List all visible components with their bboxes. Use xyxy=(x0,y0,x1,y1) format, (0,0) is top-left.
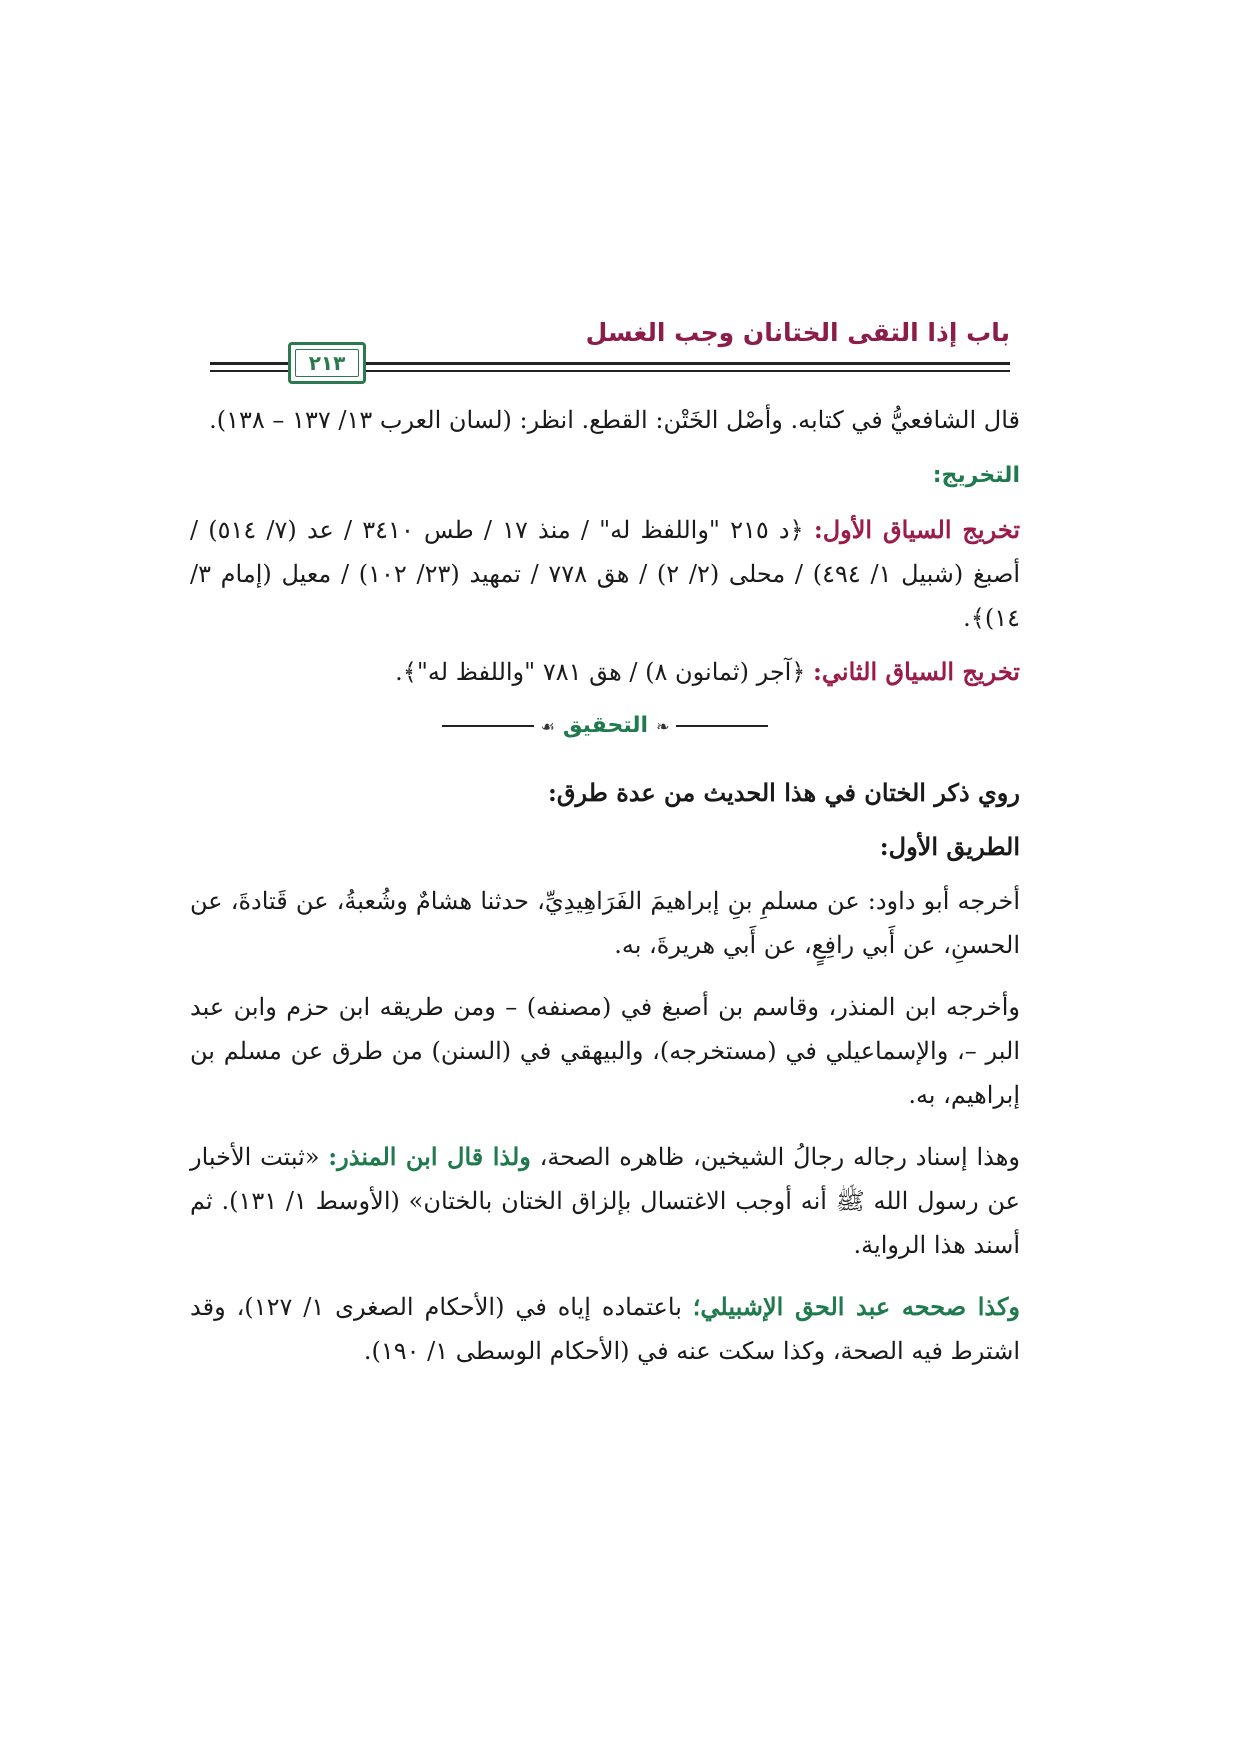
sayaq2-paragraph xyxy=(190,650,1020,694)
tahqiq-divider xyxy=(190,704,1020,749)
intro-heading: روي ذكر الختان في هذا الحديث من عدة طرق: xyxy=(548,778,1020,807)
divider-line xyxy=(676,725,768,727)
p4-highlight: ولذا قال ابن المنذر: xyxy=(328,1142,531,1171)
tahqiq-label: التحقيق xyxy=(562,713,649,738)
ornament-icon: ❧ xyxy=(656,717,670,736)
p5-highlight: وكذا صححه عبد الحق الإشبيلي؛ xyxy=(692,1292,1020,1321)
sayaq2-text: ﴿آجر (ثمانون ٨) / هق ٧٨١ "واللفظ له"﴾. xyxy=(395,658,806,686)
page-body xyxy=(190,398,1020,1391)
tariq1-label: الطريق الأول: xyxy=(879,832,1020,861)
page-header xyxy=(210,318,1010,378)
divider-line xyxy=(442,725,534,727)
chapter-title: باب إذا التقى الختانان وجب الغسل xyxy=(585,318,1010,347)
sayaq1-label: تخريج السياق الأول: xyxy=(813,515,1020,544)
sayaq1-text: ﴿د ٢١٥ "واللفظ له" / منذ ١٧ / طس ٣٤١٠ / عد (٧/ ٥١٤) / أصبغ (شبيل ١/ ٤٩٤) / محلى (٢/ ٢) / هق ٧٧٨ / تمهيد (٢٣/ ١٠٢) / معيل (إمام ٣/ ١٤)﴾. xyxy=(190,516,1021,632)
paragraph: أخرجه أبو داود: عن مسلمِ بنِ إبراهيمَ الفَرَاهِيدِيِّ، حدثنا هشامٌ وشُعبةُ، عن قَتادةَ، عن الحسنِ، عن أَبي رافِعٍ، عن أَبي هريرةَ، به. xyxy=(190,887,1020,959)
page-number-badge xyxy=(288,342,366,384)
takhrij-label: التخريج: xyxy=(932,463,1020,488)
ornament-icon: ☙ xyxy=(540,717,555,736)
p4-text: وهذا إسناد رجاله رجالُ الشيخين، ظاهره الصحة، xyxy=(539,1143,1020,1171)
sayaq2-label: تخريج السياق الثاني: xyxy=(813,657,1020,686)
paragraph: وأخرجه ابن المنذر، وقاسم بن أصبغ في (مصنفه) – ومن طريقه ابن حزم وابن عبد البر –، والإسماعيلي في (مستخرجه)، والبيهقي في (السنن) من طرق عن مسلم بن إبراهيم، به. xyxy=(190,993,1021,1109)
takhrij-heading xyxy=(190,452,1020,498)
p5-text: باعتماده إياه في (الأحكام الصغرى ١/ ١٢٧)، وقد اشترط فيه الصحة، وكذا سكت عنه في (الأحكام الوسطى ١/ ١٩٠). xyxy=(190,1293,1020,1365)
ishbili-paragraph xyxy=(190,1285,1020,1373)
ibn-mundhir-paragraph xyxy=(190,1135,1020,1267)
page-number: ٢١٣ xyxy=(308,351,346,375)
sayaq1-paragraph xyxy=(190,508,1020,640)
p4-quote: «ثبتت الأخبار عن رسول الله ﷺ أنه أوجب الاغتسال بإلزاق الختان بالختان» (الأوسط ١/ ١٣١). ثم أسند هذا الرواية. xyxy=(190,1143,1020,1259)
paragraph: قال الشافعيُّ في كتابه. وأصْل الخَتْن: القطع. انظر: (لسان العرب ١٣/ ١٣٧ – ١٣٨). xyxy=(209,406,1020,434)
